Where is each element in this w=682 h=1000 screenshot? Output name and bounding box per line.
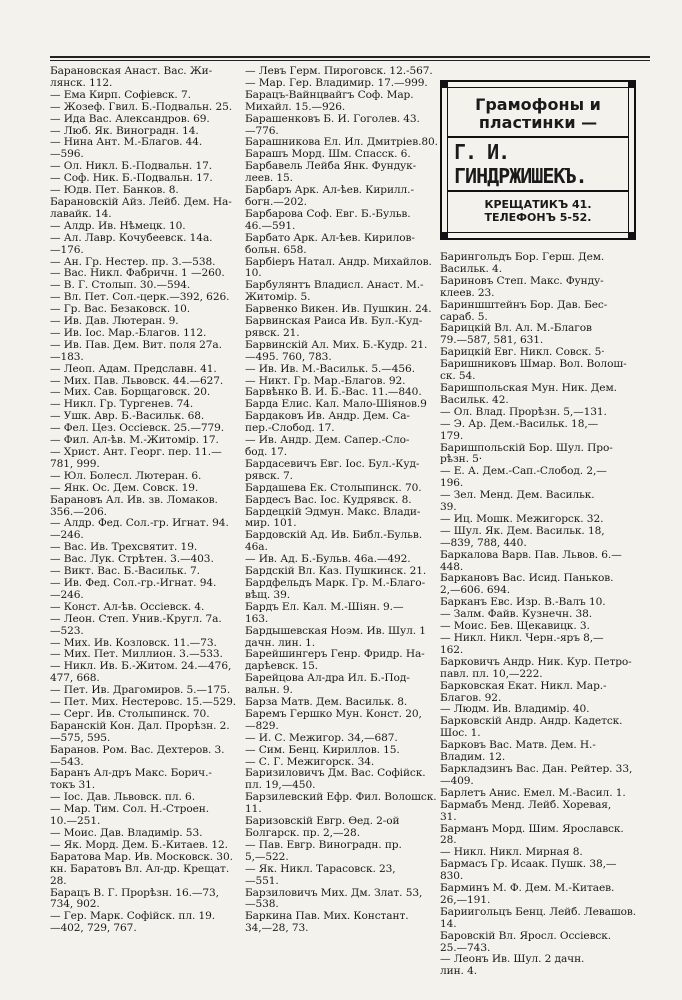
directory-entry-line: — В. Г. Столып. 30.—594. (50, 280, 191, 292)
directory-entry-line: — Ема Кирп. Софіевск. 7. (50, 89, 191, 101)
directory-entry-line: 39. (440, 502, 457, 514)
directory-entry-line: Баратова Мар. Ив. Московск. 30. (50, 851, 233, 863)
ad-frame (447, 87, 629, 233)
directory-entry-line: Баркладзинъ Вас. Дан. Рейтер. 33, (440, 763, 633, 775)
directory-entry-line: клеев. 23. (440, 287, 495, 299)
directory-entry-line: Барашъ Морд. Шм. Спасск. 6. (245, 149, 411, 161)
directory-column-middle (245, 66, 440, 935)
directory-entry-line: павл. пл. 10,—222. (440, 668, 543, 680)
directory-entry-line: — Никт. Гр. Мар.-Благов. 92. (245, 375, 406, 387)
directory-entry-line: Барбіеръ Натал. Андр. Михайлов. (245, 256, 432, 268)
directory-entry-line: — Конст. Ал-ѣв. Оссіевск. 4. (50, 601, 205, 613)
directory-entry-line: Баранскій Кон. Дал. Прорѣзн. 2. (50, 720, 230, 732)
directory-entry-line: рявск. 21. (245, 327, 300, 339)
directory-entry-line: — Зел. Менд. Дем. Васильк. (440, 490, 595, 502)
directory-entry-line: токъ 31. (50, 780, 96, 792)
directory-entry-line: 830. (440, 871, 464, 883)
directory-entry-line: Барковскій Андр. Андр. Кадетск. (440, 716, 623, 728)
directory-entry-line: — Мих. Сав. Борщаговск. 20. (50, 387, 211, 399)
directory-entry-line: Барацъ-Вайнцвайгъ Соф. Мар. (245, 89, 414, 101)
directory-entry-line: — Жозеф. Гвил. Б.-Подвальн. 25. (50, 101, 233, 113)
directory-entry-line: 179. (440, 430, 464, 442)
directory-entry-line: ск. 54. (440, 371, 476, 383)
directory-entry-line: — Сим. Бенц. Кириллов. 15. (245, 744, 400, 756)
directory-entry-line: — Ан. Гр. Нестер. пр. 3.—538. (50, 256, 216, 268)
directory-entry-line: Шос. 1. (440, 728, 481, 740)
directory-entry-line: —246. (50, 589, 84, 601)
directory-entry-line: Барашникова Ел. Ил. Дмитріев.80. (245, 137, 438, 149)
directory-entry-line: Бармабъ Менд. Лейб. Хоревая, (440, 799, 612, 811)
directory-entry-line: — Янк. Ос. Дем. Совск. 19. (50, 482, 199, 494)
directory-entry-line: — Ида Вас. Александров. 69. (50, 113, 210, 125)
directory-entry-line: — Юл. Болесл. Лютеран. 6. (50, 470, 202, 482)
directory-entry-line: 25.—743. (440, 942, 491, 954)
directory-entry-line: Барлетъ Анис. Емел. М.-Васил. 1. (440, 787, 626, 799)
directory-entry-line: Барковъ Вас. Матв. Дем. Н.- (440, 740, 596, 752)
directory-entry-line: Барановскій Айз. Лейб. Дем. На- (50, 196, 232, 208)
directory-entry-line: — Моис. Дав. Владимір. 53. (50, 828, 203, 839)
directory-entry-line: 356.—206. (50, 506, 107, 518)
directory-entry-line: Барицкій Евг. Никл. Совск. 5· (440, 347, 605, 359)
directory-entry-line: Барбато Арк. Ал-ѣев. Кирилов- (245, 232, 415, 244)
directory-entry-line: Бардашева Ек. Столыпинск. 70. (245, 482, 422, 494)
directory-entry-line: Бардскій Вл. Каз. Пушкинск. 21. (245, 566, 427, 578)
directory-entry-line: Бардфельдъ Марк. Гр. М.-Благо- (245, 577, 426, 589)
directory-entry-line: 11. (245, 804, 262, 816)
directory-entry-line: — Мар. Гер. Владимир. 17.—999. (245, 77, 428, 89)
directory-column-right (440, 252, 636, 978)
directory-entry-line: — Як. Никл. Тарасовск. 23, (245, 863, 396, 875)
directory-entry-line: Баранъ Ал-дръ Макс. Борич.- (50, 768, 212, 780)
directory-entry-line: — Ив. Фед. Сол.-гр.-Игнат. 94. (50, 577, 217, 589)
directory-entry-line: Барбулянтъ Владисл. Анаст. М.- (245, 280, 424, 292)
directory-entry-line: — Фил. Ал-ѣв. М.-Житомір. 17. (50, 435, 219, 447)
directory-entry-line: мир. 101. (245, 518, 297, 530)
directory-entry-line: — Пет. Мих. Нестеровс. 15.—529. (50, 697, 236, 709)
directory-entry-line: 46а. (245, 542, 268, 554)
directory-entry-line: — Христ. Ант. Георг. пер. 11.— (50, 447, 222, 458)
directory-entry-line: Баркина Пав. Мих. Констант. (245, 911, 409, 923)
directory-entry-line: — Людм. Ив. Владимір. 40. (440, 704, 590, 716)
directory-entry-line: — Серг. Ив. Столыпинск. 70. (50, 708, 210, 720)
directory-entry-line: Барзилевский Ефр. Фил. Волошск. (245, 792, 437, 804)
directory-entry-line: Бариншштейнъ Бор. Дав. Бес- (440, 299, 608, 311)
ad-telephone: ТЕЛЕФОНЪ 5-52. (484, 211, 592, 224)
directory-column-left (50, 66, 242, 935)
directory-entry-line: Владим. 12. (440, 752, 506, 764)
directory-entry-line: — Никл. Никл. Мирная 8. (440, 847, 583, 859)
directory-entry-line: — Пет. Ив. Драгомиров. 5.—175. (50, 685, 231, 697)
directory-entry-line: 10. (245, 268, 262, 280)
directory-entry-line: Бармасъ Гр. Исаак. Пушк. 38,— (440, 859, 617, 871)
directory-entry-line: Барановская Анаст. Вас. Жи- (50, 66, 213, 77)
directory-entry-line: Барбавель Лейба Янк. Фундук- (245, 161, 417, 173)
directory-entry-line: Болгарск. пр. 2,—28. (245, 828, 360, 839)
directory-entry-line: — Вас. Никл. Фабричн. 1 —260. (50, 268, 225, 280)
directory-entry-line: — Залм. Файв. Кузнечн. 38. (440, 609, 593, 621)
directory-entry-line: — Вл. Пет. Сол.-церк.—392, 626. (50, 292, 230, 304)
directory-entry-line: Бардовскій Ад. Ив. Библ.-Бульв. (245, 530, 422, 542)
directory-entry-line: Барманъ Морд. Шим. Ярославск. (440, 823, 624, 835)
directory-entry-line: —551. (245, 875, 279, 887)
ad-headline-1: Грамофоны и (475, 95, 601, 114)
directory-entry-line: рявск. 7. (245, 470, 293, 482)
directory-entry-line: Бардаковъ Ив. Андр. Дем. Са- (245, 411, 410, 423)
directory-entry-line: лянск. 112. (50, 77, 113, 89)
directory-entry-line: Барвинскій Ал. Мих. Б.-Кудр. 21. (245, 339, 428, 351)
directory-entry-line: Баришпольскій Бор. Шул. Про- (440, 442, 613, 454)
directory-entry-line: Баркалова Варв. Пав. Львов. 6.— (440, 549, 622, 561)
directory-entry-line: — Мар. Тим. Сол. Н.-Строен. (50, 804, 209, 816)
directory-entry-line: Бариновъ Степ. Макс. Фунду- (440, 275, 604, 287)
directory-entry-line: — Люб. Як. Виноградн. 14. (50, 125, 199, 137)
directory-entry-line: — Соф. Ник. Б.-Подвальн. 17. (50, 173, 213, 185)
directory-entry-line: Барацъ В. Г. Прорѣзн. 16.—73, (50, 887, 219, 899)
directory-entry-line: —409. (440, 775, 474, 787)
directory-entry-line: — Іос. Дав. Львовск. пл. 6. (50, 792, 195, 804)
directory-entry-line: пл. 19,—450. (245, 780, 316, 792)
directory-entry-line: 196. (440, 478, 464, 490)
directory-entry-line: Житомір. 5. (245, 292, 311, 304)
directory-entry-line: 28. (440, 835, 457, 847)
directory-entry-line: — Моис. Бев. Щекавицк. 3. (440, 621, 590, 633)
directory-entry-line: Баризовскій Евгр. Ѳед. 2-ой (245, 816, 400, 828)
directory-entry-line: —402, 729, 767. (50, 923, 137, 935)
ad-address: КРЕЩАТИКЪ 41. (484, 198, 592, 211)
directory-entry-line: — Э. Ар. Дем.-Васильк. 18,— (440, 418, 599, 430)
ad-corner-ornament (628, 232, 636, 240)
top-rule-thin (50, 60, 650, 61)
directory-entry-line: 477, 668. (50, 673, 100, 685)
directory-entry-line: Благов. 92. (440, 692, 502, 704)
directory-entry-line: лавайк. 14. (50, 208, 112, 220)
ad-headline-2: пластинки — (478, 113, 598, 132)
directory-entry-line: — Левъ Герм. Пироговск. 12.-567. (245, 66, 433, 77)
directory-entry-line: Бардасевичъ Евг. Іос. Бул.-Куд- (245, 458, 420, 470)
directory-entry-line: — Ив. Ив. М.-Васильк. 5.—456. (245, 363, 415, 375)
directory-entry-line: 28. (50, 875, 67, 887)
directory-entry-line: Баризиловичъ Дм. Вас. Софійск. (245, 768, 426, 780)
directory-entry-line: лин. 4. (440, 966, 477, 978)
directory-entry-line: —523. (50, 625, 84, 637)
directory-entry-line: — Вас. Ив. Трехсвятит. 19. (50, 542, 198, 554)
directory-entry-line: Барминъ М. Ф. Дем. М.-Китаев. (440, 883, 615, 895)
directory-entry-line: 448. (440, 561, 464, 573)
directory-entry-line: 781, 999. (50, 458, 100, 470)
directory-entry-line: — Як. Морд. Дем. Б.-Китаев. 12. (50, 839, 228, 851)
directory-entry-line: — Леонъ Ив. Шул. 2 дачн. (440, 954, 585, 966)
directory-entry-line: Барейшингеръ Генр. Фридр. На- (245, 649, 425, 661)
gramophone-advertisement (440, 80, 636, 240)
directory-entry-line: — Ив. Ад. Б.-Бульв. 46а.—492. (245, 554, 411, 566)
directory-entry-line: Барбаръ Арк. Ал-ѣев. Кирилл.- (245, 185, 414, 197)
directory-entry-line: 2,—606. 694. (440, 585, 511, 597)
directory-entry-line: — Е. А. Дем.-Сап.-Слобод. 2,— (440, 466, 607, 478)
directory-entry-line: больн. 658. (245, 244, 307, 256)
directory-entry-line: —596. (50, 149, 84, 161)
directory-entry-line: 79.—587, 581, 631. (440, 335, 544, 347)
directory-entry-line: Баркановъ Вас. Исид. Паньков. (440, 573, 614, 585)
directory-entry-line: Васильк. 42. (440, 394, 509, 406)
directory-entry-line: дарѣевск. 15. (245, 661, 319, 673)
directory-entry-line: Барвенко Викен. Ив. Пушкин. 24. (245, 304, 432, 316)
directory-entry-line: 46.—591. (245, 220, 296, 232)
directory-entry-line: — Леоп. Адам. Предславн. 41. (50, 363, 217, 375)
directory-entry-line: Баремъ Гершко Мун. Конст. 20, (245, 708, 422, 720)
directory-entry-line: рѣзн. 5· (440, 454, 483, 466)
directory-entry-line: — Ив. Пав. Дем. Вит. поля 27а. (50, 339, 222, 351)
directory-entry-line: — Викт. Вас. Б.-Васильк. 7. (50, 566, 200, 578)
directory-entry-line: — Никл. Ив. Б.-Житом. 24.—476, (50, 661, 232, 673)
directory-entry-line: — Ив. Андр. Дем. Сапер.-Сло- (245, 435, 410, 447)
directory-entry-line: — Гр. Вас. Безаковск. 10. (50, 304, 191, 316)
directory-entry-line: —538. (245, 899, 279, 911)
directory-entry-line: вальн. 9. (245, 685, 293, 697)
directory-entry-line: — Гер. Марк. Софійск. пл. 19. (50, 911, 216, 923)
directory-entry-line: 31. (440, 811, 457, 823)
directory-entry-line: Бардъ Ел. Кал. М.-Шіян. 9.— (245, 601, 404, 613)
directory-entry-line: кн. Баратовъ Вл. Ал-др. Крещат. (50, 863, 230, 875)
directory-entry-line: 163. (245, 613, 269, 625)
directory-entry-line: —829. (245, 720, 279, 732)
directory-entry-line: 162. (440, 644, 464, 656)
directory-entry-line: — Иц. Мошк. Межигорск. 32. (440, 513, 604, 525)
directory-entry-line: —575, 595. (50, 732, 111, 744)
directory-entry-line: Михайл. 15.—926. (245, 101, 346, 113)
directory-entry-line: Бардышевская Ноэм. Ив. Шул. 1 (245, 625, 426, 637)
directory-entry-line: — Никл. Гр. Тургенев. 74. (50, 399, 194, 411)
directory-entry-line: Барицкій Вл. Ал. М.-Благов (440, 323, 592, 335)
directory-entry-line: Барвѣнко В. И. Б.-Вас. 11.—840. (245, 387, 422, 399)
directory-entry-line: Бардесъ Вас. Іос. Кудрявск. 8. (245, 494, 412, 506)
directory-entry-line: Баришниковъ Шмар. Вол. Волош- (440, 359, 627, 371)
directory-entry-line: Барингольдъ Бор. Герш. Дем. (440, 252, 605, 263)
directory-entry-line: Баришпольская Мун. Ник. Дем. (440, 382, 617, 394)
directory-entry-line: вѣщ. 39. (245, 589, 290, 601)
directory-entry-line: —495. 760, 783. (245, 351, 332, 363)
directory-entry-line: Бардецкій Эдмун. Макс. Влади- (245, 506, 421, 518)
directory-entry-line: — Алдр. Фед. Сол.-гр. Игнат. 94. (50, 518, 229, 530)
directory-entry-line: Барда Елис. Кал. Мало-Шіянов.9 (245, 399, 427, 411)
directory-entry-line: 734, 902. (50, 899, 100, 911)
directory-entry-line: дачн. лин. 1. (245, 637, 316, 649)
ad-corner-ornament (628, 80, 636, 88)
top-rule (50, 56, 650, 58)
directory-entry-line: 34,—28, 73. (245, 923, 309, 935)
directory-entry-line: — Юдв. Пет. Банков. 8. (50, 185, 179, 197)
directory-entry-line: — С. Г. Межигорск. 34. (245, 756, 375, 768)
directory-entry-line: — Алдр. Ив. Нѣмецк. 10. (50, 220, 186, 232)
directory-entry-line: — Нина Ант. М.-Благов. 44. (50, 137, 203, 149)
directory-entry-line: Барковичъ Андр. Ник. Кур. Петро- (440, 656, 632, 668)
directory-entry-line: — Ол. Никл. Б.-Подвальн. 17. (50, 161, 212, 173)
directory-entry-line: 10.—251. (50, 816, 101, 828)
directory-entry-line: 5,—522. (245, 851, 289, 863)
directory-entry-line: Бариигольцъ Бенц. Лейб. Левашов. (440, 906, 636, 918)
directory-entry-line: — Леон. Степ. Унив.-Кругл. 7а. (50, 613, 222, 625)
directory-entry-line: Барвинская Раиса Ив. Бул.-Куд- (245, 316, 423, 328)
directory-entry-line: —176. (50, 244, 84, 256)
directory-entry-line: Барбарова Соф. Евг. Б.-Бульв. (245, 208, 411, 220)
directory-entry-line: пер.-Слобод. 17. (245, 423, 335, 435)
directory-entry-line: — Пав. Евгр. Виноградн. пр. (245, 839, 402, 851)
directory-entry-line: — Ал. Лавр. Кочубеевск. 14а. (50, 232, 213, 244)
directory-entry-line: 14. (440, 918, 457, 930)
directory-entry-line: — Мих. Ив. Козловск. 11.—73. (50, 637, 217, 649)
directory-entry-line: — И. С. Межигор. 34,—687. (245, 732, 398, 744)
directory-entry-line: —776. (245, 125, 279, 137)
directory-entry-line: — Ив. Іос. Мар.-Благов. 112. (50, 327, 207, 339)
directory-entry-line: — Ол. Влад. Прорѣзн. 5,—131. (440, 406, 607, 418)
directory-entry-line: богн.—202. (245, 196, 307, 208)
directory-entry-line: Баровскій Вл. Яросл. Оссіевск. (440, 930, 612, 942)
directory-entry-line: Васильк. 4. (440, 263, 502, 275)
directory-entry-line: Барковская Екат. Никл. Мар.- (440, 680, 607, 692)
directory-entry-line: Барейцова Ал-дра Ил. Б.-Под- (245, 673, 410, 685)
directory-entry-line: — Никл. Никл. Черн.-яръ 8,— (440, 633, 604, 644)
directory-entry-line: Барзиловичъ Мих. Дм. Злат. 53, (245, 887, 423, 899)
directory-entry-line: Баранов. Ром. Вас. Дехтеров. 3. (50, 744, 225, 756)
directory-entry-line: — Вас. Лук. Стрѣтен. 3.—403. (50, 554, 214, 566)
directory-entry-line: — Фел. Цез. Оссіевск. 25.—779. (50, 423, 225, 435)
directory-entry-line: сараб. 5. (440, 311, 488, 323)
ad-merchant-name: Г. И. ГИНДРЖИШЕКЪ. (448, 136, 628, 192)
directory-entry-line: —543. (50, 756, 84, 768)
directory-entry-line: — Мих. Пав. Львовск. 44.—627. (50, 375, 224, 387)
ad-corner-ornament (440, 232, 448, 240)
directory-entry-line: 26,—191. (440, 894, 491, 906)
directory-entry-line: Барашенковъ Б. И. Гоголев. 43. (245, 113, 420, 125)
directory-entry-line: Барза Матв. Дем. Васильк. 8. (245, 697, 408, 709)
directory-entry-line: леев. 15. (245, 173, 293, 185)
directory-entry-line: — Мих. Пет. Миллион. 3.—533. (50, 649, 223, 661)
directory-entry-line: бод. 17. (245, 447, 288, 458)
directory-entry-line: — Шул. Як. Дем. Васильк. 18, (440, 525, 605, 537)
directory-entry-line: — Ив. Дав. Лютеран. 9. (50, 316, 179, 328)
directory-entry-line: Барановъ Ал. Ив. зв. Ломаков. (50, 494, 218, 506)
directory-entry-line: —246. (50, 530, 84, 542)
directory-entry-line: Барканъ Евс. Изр. В.-Валъ 10. (440, 597, 606, 609)
directory-entry-line: — Ушк. Авр. Б.-Васильк. 68. (50, 411, 205, 423)
directory-entry-line: —183. (50, 351, 84, 363)
directory-entry-line: —839, 788, 440. (440, 537, 527, 549)
